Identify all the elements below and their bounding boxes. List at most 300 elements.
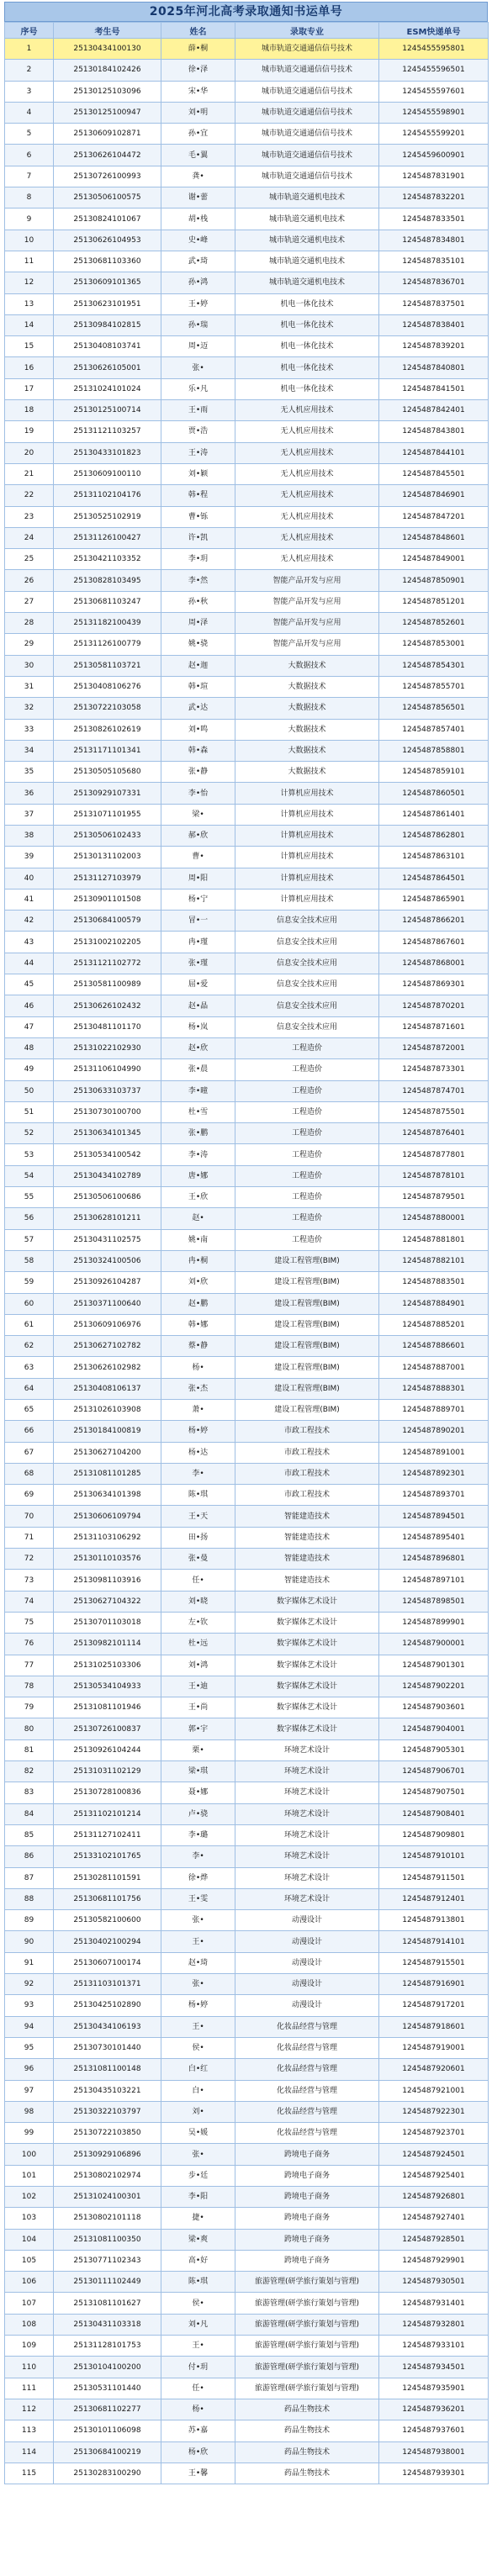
row-index: 75	[5, 1612, 54, 1633]
waybill-number: 1245487908401	[379, 1803, 489, 1824]
student-name: 王•	[161, 2016, 235, 2037]
major: 智能产品开发与应用	[235, 634, 379, 655]
row-index: 10	[5, 230, 54, 251]
exam-number: 25130681102277	[54, 2399, 161, 2420]
exam-number: 25130534104933	[54, 1676, 161, 1697]
student-name: 周•迈	[161, 336, 235, 357]
student-name: 聂•娜	[161, 1782, 235, 1803]
exam-number: 25131121103257	[54, 421, 161, 442]
table-row	[5, 1485, 489, 1506]
exam-number: 25130408106276	[54, 676, 161, 697]
waybill-number: 1245487902201	[379, 1676, 489, 1697]
row-index: 41	[5, 889, 54, 910]
waybill-number: 1245487914101	[379, 1931, 489, 1952]
exam-number: 25130726100837	[54, 1718, 161, 1739]
row-index: 61	[5, 1314, 54, 1335]
major: 信息安全技术应用	[235, 1016, 379, 1037]
exam-number: 25130283100290	[54, 2463, 161, 2484]
major: 智能建造技术	[235, 1506, 379, 1527]
major: 信息安全技术应用	[235, 995, 379, 1016]
major: 动漫设计	[235, 1931, 379, 1952]
row-index: 97	[5, 2080, 54, 2101]
exam-number: 25130981103916	[54, 1570, 161, 1591]
waybill-number: 1245487881801	[379, 1229, 489, 1250]
major: 药品生物技术	[235, 2463, 379, 2484]
row-index: 63	[5, 1357, 54, 1378]
student-name: 左•钦	[161, 1612, 235, 1633]
waybill-number: 1245487845501	[379, 463, 489, 484]
table-row	[5, 1803, 489, 1824]
exam-number: 25130431103318	[54, 2314, 161, 2335]
waybill-number: 1245487936201	[379, 2399, 489, 2420]
exam-number: 25130926104244	[54, 1739, 161, 1760]
table-row	[5, 974, 489, 995]
exam-number: 25131081100148	[54, 2059, 161, 2080]
major: 无人机应用技术	[235, 485, 379, 506]
exam-number: 25131071101955	[54, 804, 161, 825]
table-row	[5, 187, 489, 209]
exam-number: 25130728100836	[54, 1782, 161, 1803]
table-row	[5, 740, 489, 761]
waybill-number: 1245487911501	[379, 1867, 489, 1888]
table-row	[5, 357, 489, 378]
major: 城市轨道交通机电技术	[235, 187, 379, 209]
student-name: 李•涛	[161, 1144, 235, 1165]
table-row	[5, 1165, 489, 1186]
row-index: 58	[5, 1250, 54, 1271]
waybill-number: 1245455597601	[379, 81, 489, 102]
major: 化妆品经营与管理	[235, 2080, 379, 2101]
waybill-number: 1245487832201	[379, 187, 489, 209]
waybill-number: 1245487880001	[379, 1208, 489, 1229]
student-name: 张•瑾	[161, 953, 235, 974]
major: 信息安全技术应用	[235, 953, 379, 974]
exam-number: 25130984102815	[54, 314, 161, 335]
row-index: 40	[5, 868, 54, 889]
waybill-number: 1245487875501	[379, 1101, 489, 1122]
row-index: 12	[5, 272, 54, 293]
student-name: 杨•	[161, 2399, 235, 2420]
waybill-number: 1245487920601	[379, 2059, 489, 2080]
row-index: 4	[5, 102, 54, 123]
row-index: 56	[5, 1208, 54, 1229]
table-row	[5, 166, 489, 187]
table-row	[5, 676, 489, 697]
waybill-number: 1245487852601	[379, 613, 489, 634]
major: 动漫设计	[235, 1995, 379, 2016]
major: 建设工程管理(BIM)	[235, 1272, 379, 1293]
waybill-number: 1245487839201	[379, 336, 489, 357]
waybill-number: 1245487865901	[379, 889, 489, 910]
row-index: 108	[5, 2314, 54, 2335]
student-name: 张•晨	[161, 1059, 235, 1080]
table-row	[5, 1101, 489, 1122]
student-name: 王•雨	[161, 400, 235, 421]
waybill-number: 1245487843801	[379, 421, 489, 442]
student-name: 侯•	[161, 2293, 235, 2314]
exam-number: 25130802101118	[54, 2208, 161, 2229]
exam-number: 25130606109794	[54, 1506, 161, 1527]
exam-number: 25131081101946	[54, 1697, 161, 1718]
student-name: 赵•迦	[161, 655, 235, 676]
row-index: 51	[5, 1101, 54, 1122]
waybill-number: 1245487905301	[379, 1739, 489, 1760]
exam-number: 25131102101214	[54, 1803, 161, 1824]
major: 城市轨道交通通信信号技术	[235, 145, 379, 166]
row-index: 19	[5, 421, 54, 442]
waybill-number: 1245487924501	[379, 2144, 489, 2165]
major: 市政工程技术	[235, 1463, 379, 1484]
exam-number: 25131081100350	[54, 2229, 161, 2250]
major: 建设工程管理(BIM)	[235, 1357, 379, 1378]
student-name: 毛•翼	[161, 145, 235, 166]
table-row	[5, 2080, 489, 2101]
row-index: 65	[5, 1400, 54, 1421]
student-name: 冉•瑾	[161, 932, 235, 953]
exam-number: 25130607100174	[54, 1952, 161, 1973]
major: 大数据技术	[235, 740, 379, 761]
exam-number: 25130481101170	[54, 1016, 161, 1037]
major: 无人机应用技术	[235, 463, 379, 484]
table-row	[5, 1037, 489, 1058]
table-row	[5, 1824, 489, 1845]
table-row	[5, 1229, 489, 1250]
table-row	[5, 209, 489, 230]
waybill-number: 1245487901301	[379, 1655, 489, 1676]
waybill-number: 1245487939301	[379, 2463, 489, 2484]
row-index: 115	[5, 2463, 54, 2484]
major: 计算机应用技术	[235, 783, 379, 804]
waybill-number: 1245455599201	[379, 124, 489, 145]
student-name: 刘•	[161, 2101, 235, 2122]
student-name: 杨•宁	[161, 889, 235, 910]
row-index: 101	[5, 2165, 54, 2186]
exam-number: 25131103101371	[54, 1974, 161, 1995]
row-index: 50	[5, 1080, 54, 1101]
waybill-number: 1245487897101	[379, 1570, 489, 1591]
waybill-number: 1245487840801	[379, 357, 489, 378]
student-name: 杨•欣	[161, 2441, 235, 2463]
waybill-number: 1245487929901	[379, 2250, 489, 2271]
table-row	[5, 2463, 489, 2484]
major: 智能建造技术	[235, 1527, 379, 1548]
student-name: 王•	[161, 1931, 235, 1952]
waybill-number: 1245455596501	[379, 60, 489, 81]
student-name: 赵•欣	[161, 1037, 235, 1058]
major: 智能产品开发与应用	[235, 570, 379, 591]
student-name: 屈•爱	[161, 974, 235, 995]
exam-number: 25130982101114	[54, 1634, 161, 1655]
major: 无人机应用技术	[235, 506, 379, 527]
exam-number: 25130633103737	[54, 1080, 161, 1101]
exam-number: 25130628101211	[54, 1208, 161, 1229]
major: 旅游管理(研学旅行策划与管理)	[235, 2272, 379, 2293]
table-row	[5, 39, 489, 60]
exam-number: 25130627104322	[54, 1591, 161, 1612]
major: 计算机应用技术	[235, 804, 379, 825]
table-row	[5, 1187, 489, 1208]
major: 动漫设计	[235, 1974, 379, 1995]
exam-number: 25130722103850	[54, 2123, 161, 2144]
exam-number: 25130111102449	[54, 2272, 161, 2293]
exam-number: 25130425102890	[54, 1995, 161, 2016]
table-row	[5, 102, 489, 123]
row-index: 95	[5, 2037, 54, 2058]
table-row	[5, 549, 489, 570]
row-index: 27	[5, 591, 54, 612]
table-row	[5, 2357, 489, 2378]
student-name: 王•欣	[161, 1187, 235, 1208]
student-name: 贾•浩	[161, 421, 235, 442]
major: 城市轨道交通通信信号技术	[235, 60, 379, 81]
table-row	[5, 400, 489, 421]
student-name: 武•琦	[161, 251, 235, 272]
major: 跨境电子商务	[235, 2250, 379, 2271]
table-row	[5, 2441, 489, 2463]
student-name: 王•迪	[161, 1676, 235, 1697]
student-name: 步•廷	[161, 2165, 235, 2186]
waybill-number: 1245487898501	[379, 1591, 489, 1612]
waybill-number: 1245487923701	[379, 2123, 489, 2144]
table-row	[5, 421, 489, 442]
student-name: 赵•琦	[161, 1952, 235, 1973]
student-name: 武•达	[161, 698, 235, 719]
exam-number: 25130434102789	[54, 1165, 161, 1186]
exam-number: 25131127103979	[54, 868, 161, 889]
major: 机电一体化技术	[235, 378, 379, 399]
row-index: 60	[5, 1293, 54, 1314]
student-name: 苏•嘉	[161, 2420, 235, 2441]
exam-number: 25130125103096	[54, 81, 161, 102]
table-row	[5, 1634, 489, 1655]
header-waybill: ESM快递单号	[379, 23, 489, 39]
row-index: 3	[5, 81, 54, 102]
major: 数字媒体艺术设计	[235, 1676, 379, 1697]
exam-number: 25130125100714	[54, 400, 161, 421]
major: 无人机应用技术	[235, 442, 379, 463]
exam-number: 25130531101440	[54, 2378, 161, 2399]
row-index: 38	[5, 825, 54, 846]
exam-number: 25130609101365	[54, 272, 161, 293]
table-row	[5, 570, 489, 591]
waybill-table	[4, 22, 489, 2484]
waybill-number: 1245487915501	[379, 1952, 489, 1973]
exam-number: 25130506100575	[54, 187, 161, 209]
major: 机电一体化技术	[235, 336, 379, 357]
exam-number: 25130125100947	[54, 102, 161, 123]
major: 工程造价	[235, 1187, 379, 1208]
row-index: 111	[5, 2378, 54, 2399]
exam-number: 25130534100542	[54, 1144, 161, 1165]
waybill-number: 1245487854301	[379, 655, 489, 676]
row-index: 26	[5, 570, 54, 591]
table-row	[5, 1442, 489, 1463]
major: 大数据技术	[235, 719, 379, 740]
table-row	[5, 1378, 489, 1399]
waybill-number: 1245487876401	[379, 1123, 489, 1144]
row-index: 99	[5, 2123, 54, 2144]
waybill-number: 1245487868001	[379, 953, 489, 974]
header-name: 姓名	[161, 23, 235, 39]
exam-number: 25130681101756	[54, 1888, 161, 1909]
exam-number: 25130730101440	[54, 2037, 161, 2058]
table-row	[5, 2314, 489, 2335]
table-row	[5, 2336, 489, 2357]
exam-number: 25131127102411	[54, 1824, 161, 1845]
table-row	[5, 1612, 489, 1633]
exam-number: 25131171101341	[54, 740, 161, 761]
major: 机电一体化技术	[235, 357, 379, 378]
waybill-number: 1245487912401	[379, 1888, 489, 1909]
table-row	[5, 1080, 489, 1101]
student-name: 张•杰	[161, 1378, 235, 1399]
row-index: 73	[5, 1570, 54, 1591]
header-exam-number: 考生号	[54, 23, 161, 39]
student-name: 王•婷	[161, 293, 235, 314]
exam-number: 25130434100130	[54, 39, 161, 60]
major: 信息安全技术应用	[235, 911, 379, 932]
student-name: 孙•瑞	[161, 314, 235, 335]
student-name: 宋•华	[161, 81, 235, 102]
row-index: 34	[5, 740, 54, 761]
header-index: 序号	[5, 23, 54, 39]
exam-number: 25130609106976	[54, 1314, 161, 1335]
student-name: 冉•桐	[161, 1250, 235, 1271]
waybill-number: 1245487850901	[379, 570, 489, 591]
major: 城市轨道交通通信信号技术	[235, 102, 379, 123]
student-name: 白•	[161, 2080, 235, 2101]
row-index: 36	[5, 783, 54, 804]
student-name: 杨•婷	[161, 1995, 235, 2016]
table-row	[5, 1655, 489, 1676]
waybill-number: 1245487873301	[379, 1059, 489, 1080]
waybill-number: 1245487904001	[379, 1718, 489, 1739]
table-row	[5, 1888, 489, 1909]
student-name: 乐•凡	[161, 378, 235, 399]
waybill-number: 1245487913801	[379, 1910, 489, 1931]
exam-number: 25131102104176	[54, 485, 161, 506]
major: 环境艺术设计	[235, 1888, 379, 1909]
exam-number: 25130609100110	[54, 463, 161, 484]
row-index: 71	[5, 1527, 54, 1548]
student-name: 侯•	[161, 2037, 235, 2058]
student-name: 李•然	[161, 570, 235, 591]
waybill-number: 1245487885201	[379, 1314, 489, 1335]
student-name: 曹•铄	[161, 506, 235, 527]
student-name: 李•阳	[161, 2186, 235, 2207]
waybill-number: 1245487895401	[379, 1527, 489, 1548]
table-row	[5, 1931, 489, 1952]
major: 工程造价	[235, 1165, 379, 1186]
student-name: 李•	[161, 1846, 235, 1867]
waybill-number: 1245487933101	[379, 2336, 489, 2357]
student-name: 陈•琪	[161, 1485, 235, 1506]
row-index: 110	[5, 2357, 54, 2378]
waybill-number: 1245487877801	[379, 1144, 489, 1165]
table-row	[5, 1527, 489, 1548]
exam-number: 25130506100686	[54, 1187, 161, 1208]
major: 跨境电子商务	[235, 2229, 379, 2250]
table-row	[5, 783, 489, 804]
exam-number: 25130684100219	[54, 2441, 161, 2463]
major: 城市轨道交通通信信号技术	[235, 124, 379, 145]
exam-number: 25130431102575	[54, 1229, 161, 1250]
exam-number: 25131103106292	[54, 1527, 161, 1548]
student-name: 吴•媛	[161, 2123, 235, 2144]
waybill-number: 1245487917201	[379, 1995, 489, 2016]
student-name: 郝•欣	[161, 825, 235, 846]
table-row	[5, 2059, 489, 2080]
student-name: 杨•达	[161, 1442, 235, 1463]
exam-number: 25131126100427	[54, 527, 161, 548]
waybill-number: 1245487938001	[379, 2441, 489, 2463]
table-row	[5, 1400, 489, 1421]
exam-number: 25131121102772	[54, 953, 161, 974]
exam-number: 25130371100640	[54, 1293, 161, 1314]
row-index: 44	[5, 953, 54, 974]
major: 计算机应用技术	[235, 889, 379, 910]
major: 大数据技术	[235, 762, 379, 783]
waybill-number: 1245487888301	[379, 1378, 489, 1399]
major: 数字媒体艺术设计	[235, 1591, 379, 1612]
major: 化妆品经营与管理	[235, 2016, 379, 2037]
student-name: 张•曼	[161, 1549, 235, 1570]
student-name: 杨•婷	[161, 1421, 235, 1442]
student-name: 张•静	[161, 762, 235, 783]
table-row	[5, 698, 489, 719]
row-index: 87	[5, 1867, 54, 1888]
major: 建设工程管理(BIM)	[235, 1336, 379, 1357]
major: 跨境电子商务	[235, 2208, 379, 2229]
row-index: 20	[5, 442, 54, 463]
major: 环境艺术设计	[235, 1782, 379, 1803]
table-row	[5, 613, 489, 634]
sheet	[4, 2, 488, 2484]
row-index: 47	[5, 1016, 54, 1037]
student-name: 王•雯	[161, 1888, 235, 1909]
table-row	[5, 1506, 489, 1527]
waybill-number: 1245487862801	[379, 825, 489, 846]
waybill-number: 1245487930501	[379, 2272, 489, 2293]
table-row	[5, 1591, 489, 1612]
major: 化妆品经营与管理	[235, 2101, 379, 2122]
row-index: 94	[5, 2016, 54, 2037]
row-index: 86	[5, 1846, 54, 1867]
waybill-number: 1245487927401	[379, 2208, 489, 2229]
major: 旅游管理(研学旅行策划与管理)	[235, 2336, 379, 2357]
exam-number: 25130184100819	[54, 1421, 161, 1442]
student-name: 张•	[161, 1910, 235, 1931]
row-index: 8	[5, 187, 54, 209]
student-name: 白•红	[161, 2059, 235, 2080]
waybill-number: 1245487921001	[379, 2080, 489, 2101]
major: 市政工程技术	[235, 1485, 379, 1506]
major: 跨境电子商务	[235, 2144, 379, 2165]
major: 无人机应用技术	[235, 527, 379, 548]
table-row	[5, 2420, 489, 2441]
exam-number: 25131106104990	[54, 1059, 161, 1080]
table-row	[5, 762, 489, 783]
waybill-number: 1245487867601	[379, 932, 489, 953]
table-row	[5, 230, 489, 251]
student-name: 孙•鸿	[161, 272, 235, 293]
exam-number: 25130506102433	[54, 825, 161, 846]
major: 环境艺术设计	[235, 1761, 379, 1782]
exam-number: 25130926104287	[54, 1272, 161, 1293]
row-index: 54	[5, 1165, 54, 1186]
exam-number: 25131128101753	[54, 2336, 161, 2357]
row-index: 21	[5, 463, 54, 484]
